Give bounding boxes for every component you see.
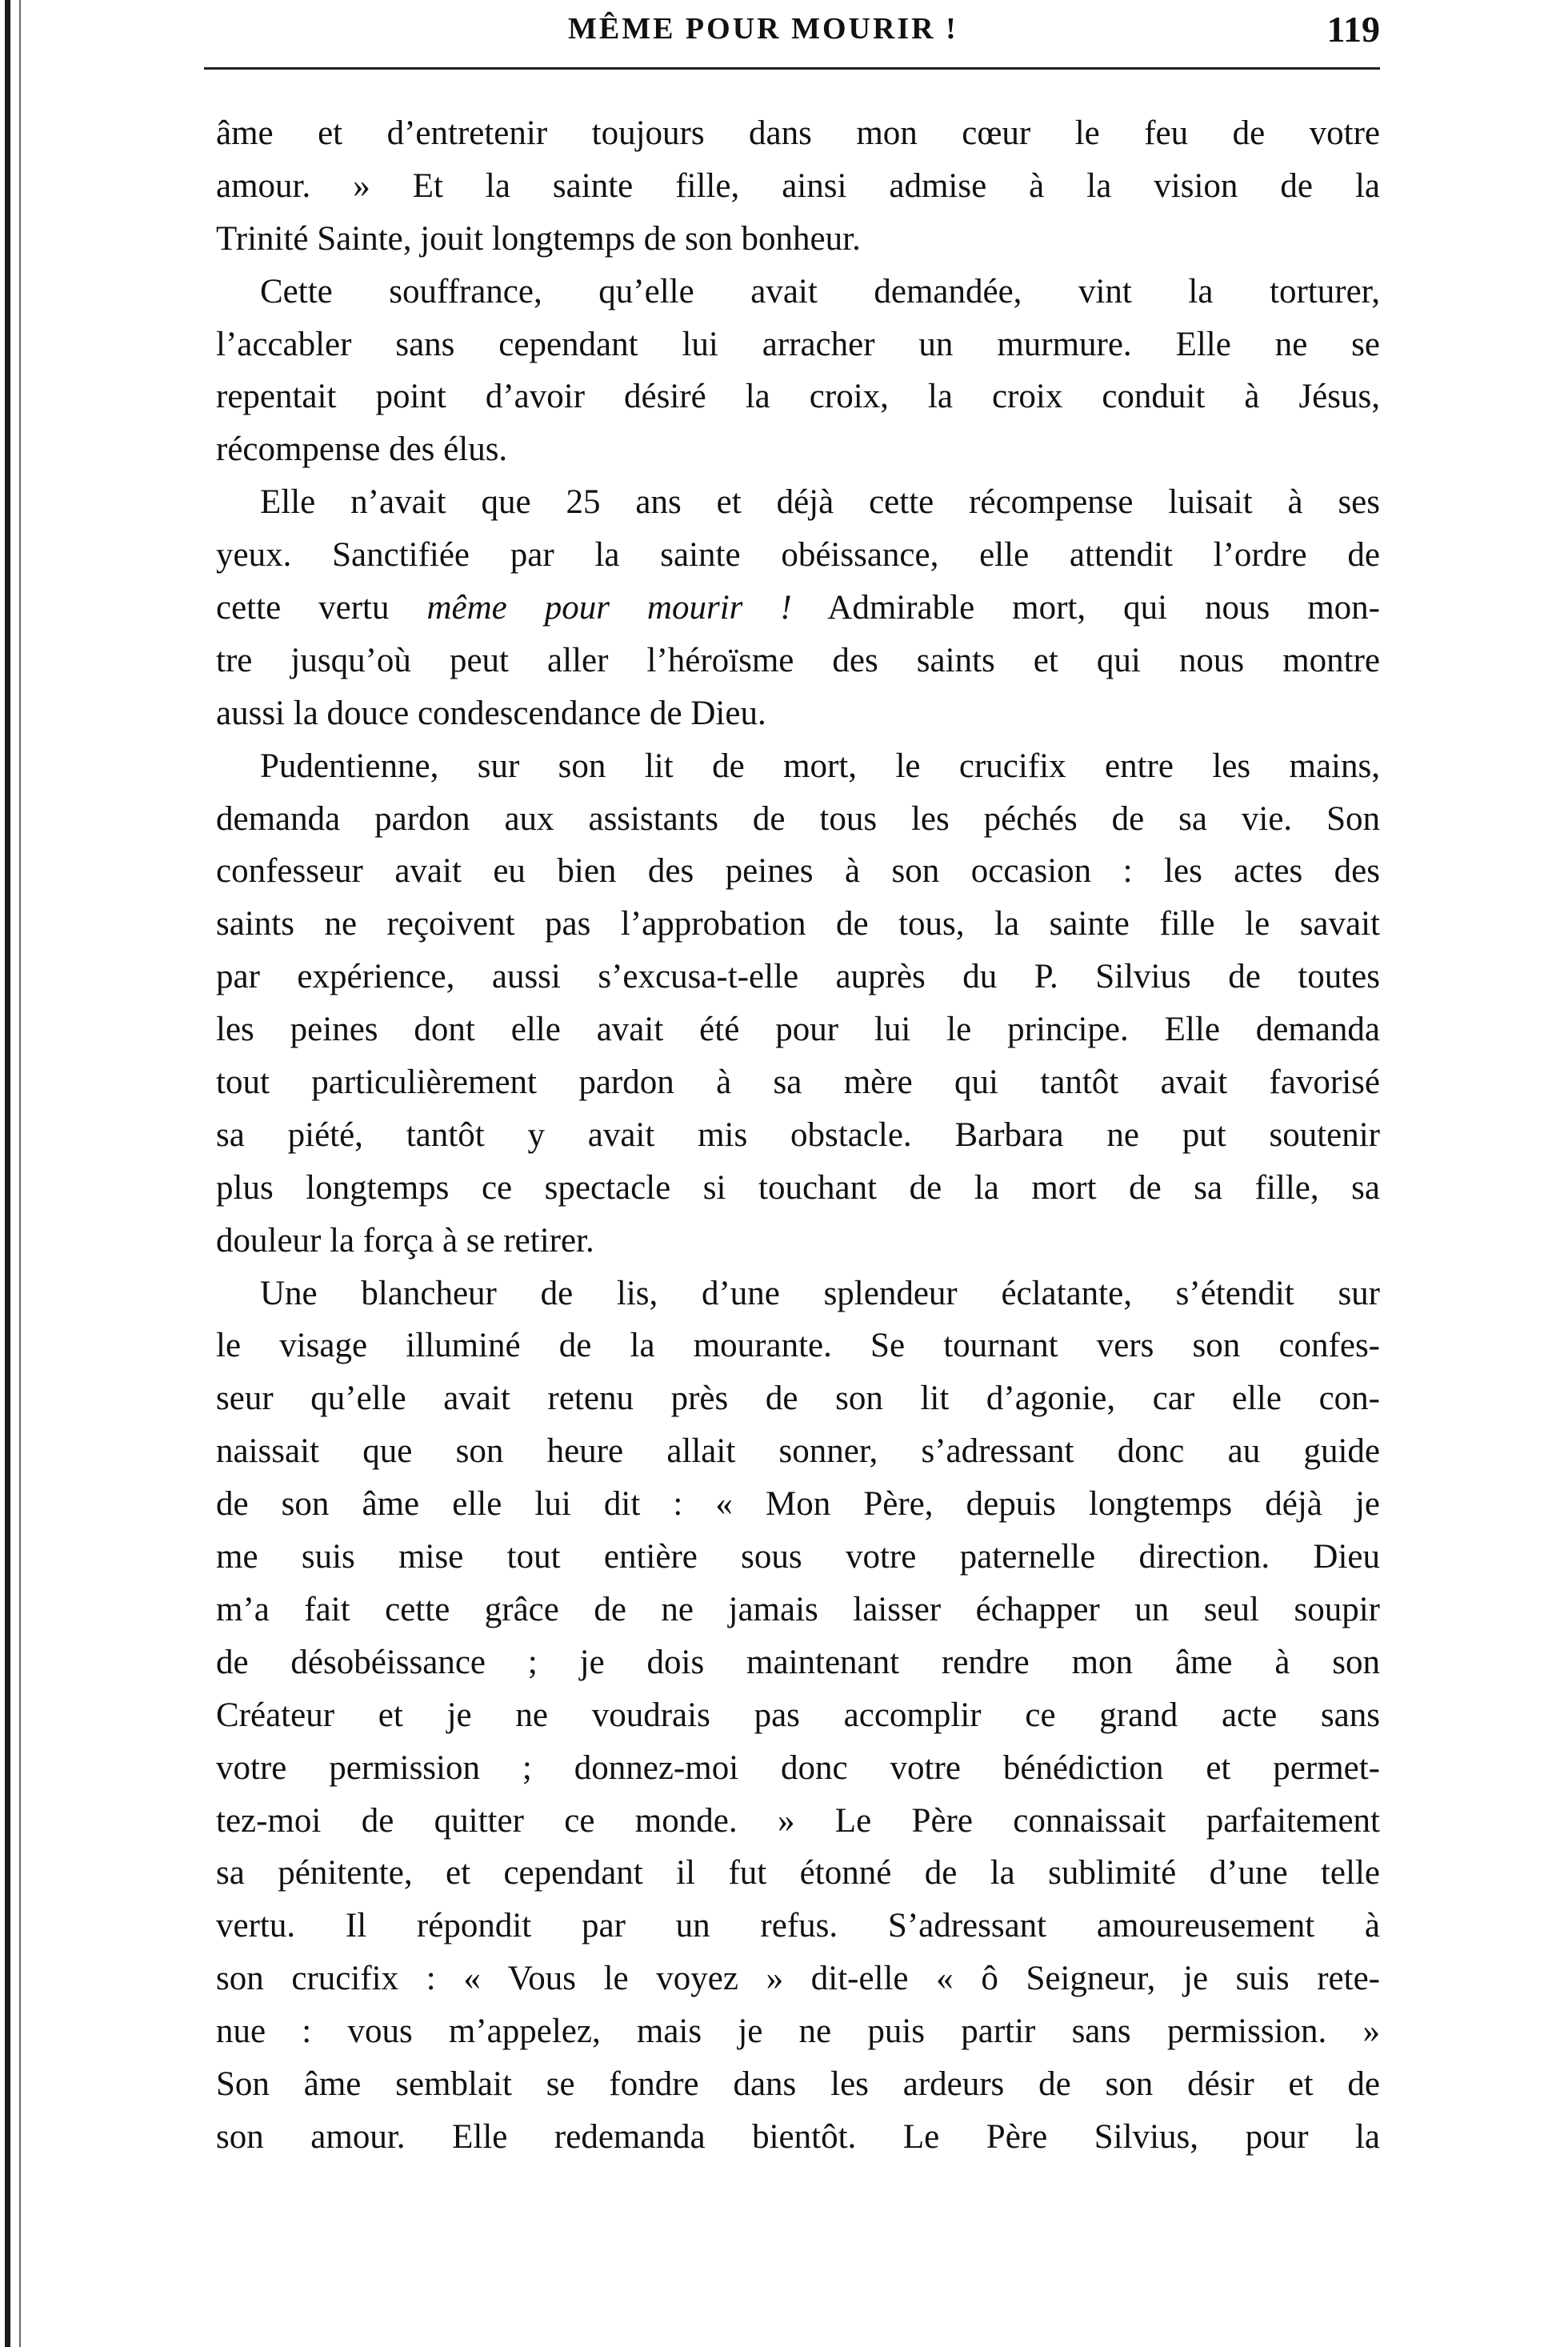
text-line: Une blancheur de lis, d’une splendeur éclatante, s’étendit sur bbox=[260, 1274, 1380, 1312]
text-line: seur qu’elle avait retenu près de son lit d’agonie, car elle con- bbox=[216, 1380, 1380, 1418]
text-line: aussi la douce condescendance de Dieu. bbox=[216, 694, 766, 732]
text-line bbox=[216, 582, 1380, 635]
text-line: tout particulièrement pardon à sa mère qui tantôt avait favorisé bbox=[216, 1063, 1380, 1102]
text-line: tre jusqu’où peut aller l’héroïsme des saints et qui nous montre bbox=[216, 641, 1380, 679]
page-binding-edge bbox=[5, 0, 10, 2347]
text-line: me suis mise tout entière sous votre paternelle direction. Dieu bbox=[216, 1538, 1380, 1576]
running-head: MÊME POUR MOURIR ! bbox=[568, 12, 958, 46]
text-line: confesseur avait eu bien des peines à son occasion : les actes des bbox=[216, 852, 1380, 891]
text-line: les peines dont elle avait été pour lui le principe. Elle demanda bbox=[216, 1011, 1380, 1049]
text-line: Elle n’avait que 25 ans et déjà cette récompense luisait à ses bbox=[260, 483, 1380, 522]
text-segment: Admirable mort, qui nous mon- bbox=[791, 589, 1380, 627]
italic-emphasis: même pour mourir ! bbox=[426, 589, 792, 627]
text-line: Créateur et je ne voudrais pas accomplir ce grand acte sans bbox=[216, 1696, 1380, 1734]
text-line: récompense des élus. bbox=[216, 431, 508, 469]
text-line: saints ne reçoivent pas l’approbation de tous, la sainte fille le savait bbox=[216, 905, 1380, 943]
text-line: vertu. Il répondit par un refus. S’adressant amoureusement à bbox=[216, 1907, 1380, 1945]
text-line: de désobéissance ; je dois maintenant rendre mon âme à son bbox=[216, 1643, 1380, 1681]
page-header bbox=[204, 6, 1380, 58]
text-line: repentait point d’avoir désiré la croix, la croix conduit à Jésus, bbox=[216, 378, 1380, 416]
text-line: Cette souffrance, qu’elle avait demandée, vint la torturer, bbox=[260, 272, 1380, 310]
text-line: yeux. Sanctifiée par la sainte obéissance, elle attendit l’ordre de bbox=[216, 536, 1380, 575]
text-line: âme et d’entretenir toujours dans mon cœur le feu de votre bbox=[216, 114, 1380, 152]
text-line: plus longtemps ce spectacle si touchant de la mort de sa fille, sa bbox=[216, 1168, 1380, 1207]
text-line: naissait que son heure allait sonner, s’adressant donc au guide bbox=[216, 1432, 1380, 1471]
body-text bbox=[216, 107, 1380, 2164]
text-line: votre permission ; donnez-moi donc votre bénédiction et permet- bbox=[216, 1748, 1380, 1787]
text-line: le visage illuminé de la mourante. Se tournant vers son confes- bbox=[216, 1327, 1380, 1365]
text-line: Trinité Sainte, jouit longtemps de son bonheur. bbox=[216, 219, 861, 258]
text-line: son amour. Elle redemanda bientôt. Le Père Silvius, pour la bbox=[216, 2117, 1380, 2156]
text-segment: cette vertu bbox=[216, 589, 427, 627]
text-line: de son âme elle lui dit : « Mon Père, depuis longtemps déjà je bbox=[216, 1485, 1380, 1524]
text-line: demanda pardon aux assistants de tous les péchés de sa vie. Son bbox=[216, 799, 1380, 838]
page-number: 119 bbox=[1326, 9, 1380, 50]
text-line: tez-moi de quitter ce monde. » Le Père connaissait parfaitement bbox=[216, 1801, 1380, 1840]
text-line: par expérience, aussi s’excusa-t-elle auprès du P. Silvius de toutes bbox=[216, 958, 1380, 996]
text-line: nue : vous m’appelez, mais je ne puis partir sans permission. » bbox=[216, 2013, 1380, 2051]
text-line: m’a fait cette grâce de ne jamais laisser échapper un seul soupir bbox=[216, 1590, 1380, 1628]
text-line: sa pénitente, et cependant il fut étonné de la sublimité d’une telle bbox=[216, 1854, 1380, 1892]
header-rule bbox=[204, 67, 1380, 70]
text-line: Son âme semblait se fondre dans les ardeurs de son désir et de bbox=[216, 2065, 1380, 2103]
page-binding-shadow bbox=[19, 0, 21, 2347]
text-line: Pudentienne, sur son lit de mort, le crucifix entre les mains, bbox=[260, 747, 1380, 785]
text-line: amour. » Et la sainte fille, ainsi admise à la vision de la bbox=[216, 166, 1380, 205]
text-line: sa piété, tantôt y avait mis obstacle. Barbara ne put soutenir bbox=[216, 1115, 1380, 1154]
text-line: son crucifix : « Vous le voyez » dit-elle « ô Seigneur, je suis rete- bbox=[216, 1960, 1380, 1998]
text-line: l’accabler sans cependant lui arracher un murmure. Elle ne se bbox=[216, 325, 1380, 363]
text-line: douleur la força à se retirer. bbox=[216, 1221, 594, 1260]
